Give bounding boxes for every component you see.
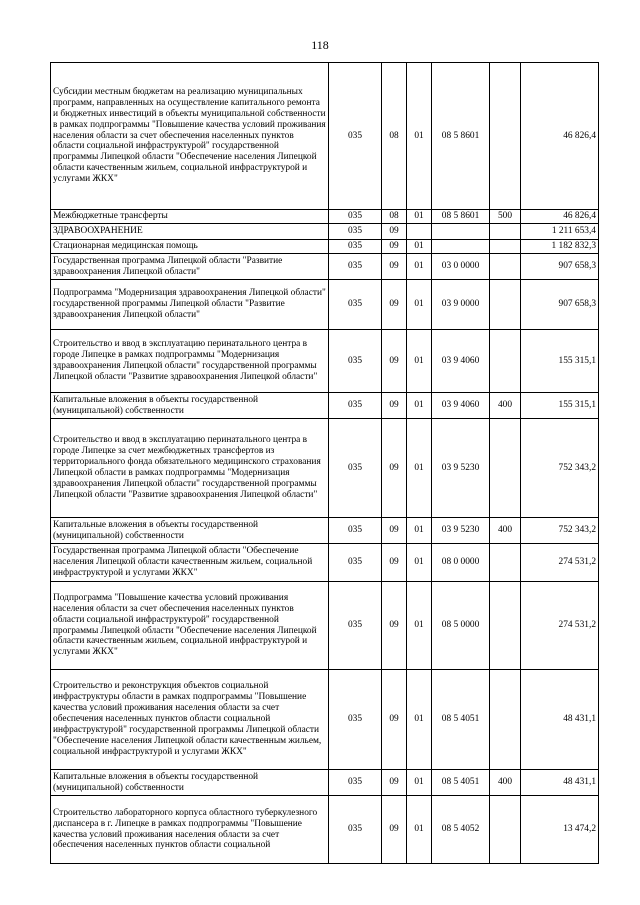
expense-type-code-cell <box>490 544 521 582</box>
table-row <box>51 670 599 770</box>
row-name-cell: Межбюджетные трансферты <box>51 210 329 224</box>
target-article-code-cell <box>432 224 490 240</box>
table-row <box>51 582 599 670</box>
subsection-code-cell: 01 <box>407 419 432 518</box>
target-article-code-cell: 08 5 8601 <box>432 210 490 224</box>
expense-type-code-cell <box>490 280 521 330</box>
expense-type-code-cell <box>490 63 521 210</box>
subsection-code-cell: 01 <box>407 240 432 254</box>
table-row <box>51 796 599 864</box>
row-name-cell: Государственная программа Липецкой области "Развитие здравоохранения Липецкой области" <box>51 254 329 280</box>
expense-type-code-cell <box>490 254 521 280</box>
amount-cell: 907 658,3 <box>521 254 599 280</box>
subsection-code-cell: 01 <box>407 254 432 280</box>
ministry-code-cell: 035 <box>329 254 382 280</box>
table-row <box>51 240 599 254</box>
row-name-cell: Капитальные вложения в объекты государственной (муниципальной) собственности <box>51 518 329 544</box>
ministry-code-cell: 035 <box>329 224 382 240</box>
target-article-code-cell: 08 5 0000 <box>432 582 490 670</box>
subsection-code-cell: 01 <box>407 330 432 393</box>
amount-cell: 907 658,3 <box>521 280 599 330</box>
expense-type-code-cell <box>490 796 521 864</box>
row-name-cell: Строительство и реконструкция объектов социальной инфраструктуры области в рамках подпрограммы "Повышение качества условий проживания населения области за счет обеспечения населенных пунктов области социальной инфраструктурой" государственной программы Липецкой области "Обеспечение населения Липецкой области качественным жильем, социальной инфраструктурой и услугами ЖКХ" <box>51 670 329 770</box>
expense-type-code-cell: 400 <box>490 518 521 544</box>
target-article-code-cell: 03 9 5230 <box>432 518 490 544</box>
amount-cell: 48 431,1 <box>521 670 599 770</box>
section-code-cell: 08 <box>382 210 407 224</box>
section-code-cell: 09 <box>382 796 407 864</box>
row-name-cell: ЗДРАВООХРАНЕНИЕ <box>51 224 329 240</box>
ministry-code-cell: 035 <box>329 518 382 544</box>
expense-type-code-cell: 400 <box>490 770 521 796</box>
subsection-code-cell: 01 <box>407 210 432 224</box>
expense-type-code-cell <box>490 582 521 670</box>
ministry-code-cell: 035 <box>329 393 382 419</box>
subsection-code-cell: 01 <box>407 544 432 582</box>
expense-type-code-cell <box>490 419 521 518</box>
target-article-code-cell: 03 9 5230 <box>432 419 490 518</box>
target-article-code-cell: 03 9 0000 <box>432 280 490 330</box>
amount-cell: 1 211 653,4 <box>521 224 599 240</box>
row-name-cell: Государственная программа Липецкой области "Обеспечение населения Липецкой области качественным жильем, социальной инфраструктурой и услугами ЖКХ" <box>51 544 329 582</box>
amount-cell: 155 315,1 <box>521 330 599 393</box>
ministry-code-cell: 035 <box>329 240 382 254</box>
section-code-cell: 09 <box>382 330 407 393</box>
budget-table <box>50 62 599 864</box>
amount-cell: 46 826,4 <box>521 210 599 224</box>
ministry-code-cell: 035 <box>329 582 382 670</box>
amount-cell: 752 343,2 <box>521 518 599 544</box>
expense-type-code-cell <box>490 224 521 240</box>
subsection-code-cell: 01 <box>407 393 432 419</box>
table-row <box>51 393 599 419</box>
section-code-cell: 09 <box>382 280 407 330</box>
ministry-code-cell: 035 <box>329 419 382 518</box>
target-article-code-cell: 08 5 8601 <box>432 63 490 210</box>
amount-cell: 46 826,4 <box>521 63 599 210</box>
row-name-cell: Субсидии местным бюджетам на реализацию муниципальных программ, направленных на осуществление капитального ремонта и бюджетных инвестиций в объекты муниципальной собственности в рамках подпрограммы "Повышение качества условий проживания населения области за счет обеспечения населенных пунктов области социальной инфраструктурой" государственной программы Липецкой области "Обеспечение населения Липецкой области качественным жильем, социальной инфраструктурой и услугами ЖКХ" <box>51 63 329 210</box>
section-code-cell: 08 <box>382 63 407 210</box>
table-row <box>51 280 599 330</box>
table-row <box>51 518 599 544</box>
section-code-cell: 09 <box>382 393 407 419</box>
amount-cell: 48 431,1 <box>521 770 599 796</box>
section-code-cell: 09 <box>382 582 407 670</box>
ministry-code-cell: 035 <box>329 670 382 770</box>
table-row <box>51 330 599 393</box>
ministry-code-cell: 035 <box>329 796 382 864</box>
table-row <box>51 419 599 518</box>
table-row <box>51 63 599 210</box>
target-article-code-cell: 08 5 4052 <box>432 796 490 864</box>
subsection-code-cell: 01 <box>407 280 432 330</box>
amount-cell: 274 531,2 <box>521 544 599 582</box>
expense-type-code-cell <box>490 670 521 770</box>
subsection-code-cell: 01 <box>407 796 432 864</box>
target-article-code-cell: 08 5 4051 <box>432 670 490 770</box>
target-article-code-cell <box>432 240 490 254</box>
row-name-cell: Строительство и ввод в эксплуатацию перинатального центра в городе Липецке в рамках подпрограммы "Модернизация здравоохранения Липецкой области" государственной программы Липецкой области "Развитие здравоохранения Липецкой области" <box>51 330 329 393</box>
amount-cell: 155 315,1 <box>521 393 599 419</box>
budget-table-body <box>51 63 599 864</box>
target-article-code-cell: 08 5 4051 <box>432 770 490 796</box>
amount-cell: 1 182 832,3 <box>521 240 599 254</box>
subsection-code-cell: 01 <box>407 770 432 796</box>
section-code-cell: 09 <box>382 224 407 240</box>
subsection-code-cell: 01 <box>407 63 432 210</box>
section-code-cell: 09 <box>382 670 407 770</box>
table-row <box>51 210 599 224</box>
section-code-cell: 09 <box>382 770 407 796</box>
amount-cell: 13 474,2 <box>521 796 599 864</box>
row-name-cell: Строительство и ввод в эксплуатацию перинатального центра в городе Липецке за счет межбюджетных трансфертов из территориального фонда обязательного медицинского страхования Липецкой области в рамках подпрограммы "Модернизация здравоохранения Липецкой области" государственной программы Липецкой области "Развитие здравоохранения Липецкой области" <box>51 419 329 518</box>
expense-type-code-cell <box>490 330 521 393</box>
target-article-code-cell: 03 9 4060 <box>432 393 490 419</box>
table-row <box>51 224 599 240</box>
target-article-code-cell: 08 0 0000 <box>432 544 490 582</box>
row-name-cell: Капитальные вложения в объекты государственной (муниципальной) собственности <box>51 770 329 796</box>
target-article-code-cell: 03 0 0000 <box>432 254 490 280</box>
section-code-cell: 09 <box>382 419 407 518</box>
row-name-cell: Подпрограмма "Модернизация здравоохранения Липецкой области" государственной программы Липецкой области "Развитие здравоохранения Липецкой области" <box>51 280 329 330</box>
expense-type-code-cell: 400 <box>490 393 521 419</box>
row-name-cell: Строительство лабораторного корпуса областного туберкулезного диспансера в г. Липецке в рамках подпрограммы "Повышение качества условий проживания населения области за счет обеспечения населенных пунктов области социальной <box>51 796 329 864</box>
section-code-cell: 09 <box>382 518 407 544</box>
row-name-cell: Подпрограмма "Повышение качества условий проживания населения области за счет обеспечения населенных пунктов области социальной инфраструктурой" государственной программы Липецкой области "Обеспечение населения Липецкой области качественным жильем, социальной инфраструктурой и услугами ЖКХ" <box>51 582 329 670</box>
section-code-cell: 09 <box>382 240 407 254</box>
ministry-code-cell: 035 <box>329 280 382 330</box>
table-row <box>51 770 599 796</box>
table-row <box>51 544 599 582</box>
amount-cell: 274 531,2 <box>521 582 599 670</box>
subsection-code-cell: 01 <box>407 518 432 544</box>
ministry-code-cell: 035 <box>329 210 382 224</box>
ministry-code-cell: 035 <box>329 330 382 393</box>
page-number: 118 <box>311 38 329 52</box>
subsection-code-cell <box>407 224 432 240</box>
expense-type-code-cell: 500 <box>490 210 521 224</box>
ministry-code-cell: 035 <box>329 544 382 582</box>
target-article-code-cell: 03 9 4060 <box>432 330 490 393</box>
subsection-code-cell: 01 <box>407 670 432 770</box>
subsection-code-cell: 01 <box>407 582 432 670</box>
section-code-cell: 09 <box>382 254 407 280</box>
table-row <box>51 254 599 280</box>
section-code-cell: 09 <box>382 544 407 582</box>
ministry-code-cell: 035 <box>329 63 382 210</box>
expense-type-code-cell <box>490 240 521 254</box>
row-name-cell: Стационарная медицинская помощь <box>51 240 329 254</box>
row-name-cell: Капитальные вложения в объекты государственной (муниципальной) собственности <box>51 393 329 419</box>
amount-cell: 752 343,2 <box>521 419 599 518</box>
ministry-code-cell: 035 <box>329 770 382 796</box>
